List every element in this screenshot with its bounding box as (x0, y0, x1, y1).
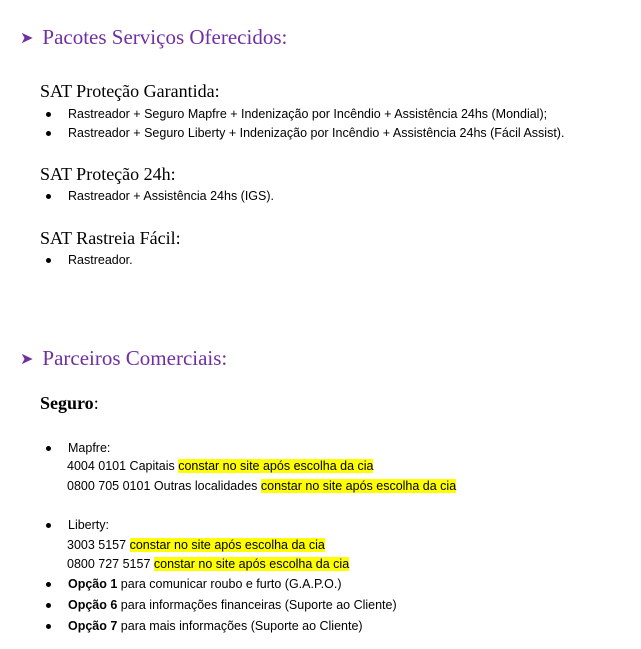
bullet-icon (46, 131, 51, 136)
bullet-icon (46, 446, 51, 451)
section-title: Pacotes Serviços Oferecidos: (42, 25, 288, 49)
bullet-icon (46, 523, 51, 528)
highlight-note: constar no site após escolha da cia (129, 538, 325, 552)
arrow-bullet-icon: ➤ (20, 350, 34, 368)
phone-line: 4004 0101 Capitais constar no site após escolha da cia (67, 459, 374, 473)
list-item-option: Opção 7 para mais informações (Suporte ao Cliente) (40, 619, 363, 633)
highlight-note: constar no site após escolha da cia (260, 479, 457, 493)
highlight-note: constar no site após escolha da cia (153, 557, 350, 571)
phone-line: 0800 727 5157 constar no site após escolha da cia (67, 557, 350, 571)
bullet-icon (46, 603, 51, 608)
phone-line: 0800 705 0101 Outras localidades constar no site após escolha da cia (67, 479, 457, 493)
list-item: Rastreador + Assistência 24hs (IGS). (40, 189, 274, 203)
list-item-option: Opção 6 para informações financeiras (Suporte ao Cliente) (40, 598, 397, 612)
section-title: Parceiros Comerciais: (42, 346, 228, 370)
package-name: SAT Proteção 24h: (40, 164, 176, 184)
arrow-bullet-icon: ➤ (20, 29, 34, 47)
package-name: SAT Proteção Garantida: (40, 81, 220, 101)
list-item: Rastreador + Seguro Liberty + Indenização por Incêndio + Assistência 24hs (Fácil Assist). (40, 126, 564, 140)
section-heading-packages (20, 25, 287, 50)
list-item-mapfre: Mapfre: (40, 441, 110, 455)
package-name: SAT Rastreia Fácil: (40, 228, 181, 248)
insurance-label: Seguro: (40, 393, 99, 413)
bullet-icon (46, 112, 51, 117)
list-item-liberty: Liberty: (40, 518, 109, 532)
bullet-icon (46, 258, 51, 263)
section-heading-partners (20, 346, 227, 371)
list-item: Rastreador. (40, 253, 133, 267)
list-item: Rastreador + Seguro Mapfre + Indenização por Incêndio + Assistência 24hs (Mondial); (40, 107, 547, 121)
phone-line: 3003 5157 constar no site após escolha da cia (67, 538, 325, 552)
bullet-icon (46, 194, 51, 199)
bullet-icon (46, 582, 51, 587)
highlight-note: constar no site após escolha da cia (178, 459, 374, 473)
bullet-icon (46, 624, 51, 629)
list-item-option: Opção 1 para comunicar roubo e furto (G.A.P.O.) (40, 577, 342, 591)
